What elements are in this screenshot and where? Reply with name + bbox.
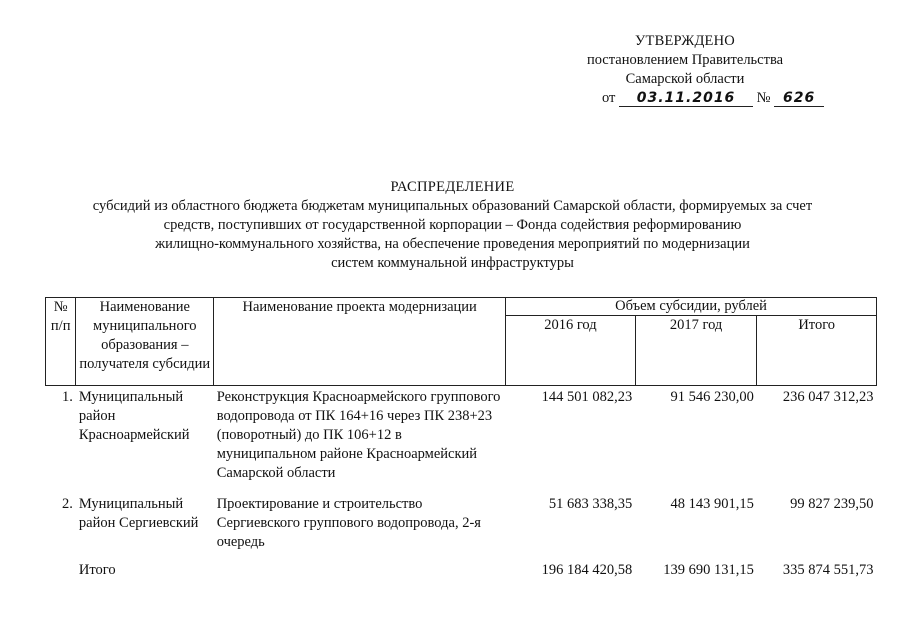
row-municipality: Муниципальный район Сергиевский — [78, 496, 199, 531]
approved-by-line: постановлением Правительства — [586, 52, 784, 68]
row-total: 99 827 239,50 — [790, 496, 874, 512]
number-label: № — [756, 90, 771, 106]
header-year-2017: 2017 год — [635, 316, 757, 386]
row-num: 1. — [62, 389, 73, 405]
header-amount-group: Объем субсидии, рублей — [506, 298, 877, 316]
header-project: Наименование проекта модернизации — [214, 298, 506, 386]
header-total: Итого — [757, 316, 877, 386]
approval-date: 03.11.2016 — [619, 91, 753, 107]
row-year-2016: 144 501 082,23 — [541, 389, 633, 405]
row-total: 236 047 312,23 — [782, 389, 874, 405]
row-year-2017: 48 143 901,15 — [670, 496, 754, 512]
total-label: Итого — [78, 562, 116, 578]
total-row — [46, 561, 877, 580]
header-municipality: Наименование муниципального образования – получателя субсидии — [76, 298, 214, 386]
title-heading: РАСПРЕДЕЛЕНИЕ — [390, 179, 515, 195]
row-year-2017: 91 546 230,00 — [670, 389, 754, 405]
from-label: от — [602, 90, 616, 106]
row-year-2016: 51 683 338,35 — [548, 496, 633, 512]
title-line-1: субсидий из областного бюджета бюджетам муниципальных образований Самарской области, формируемых за счет — [92, 198, 813, 214]
header-year-2016: 2016 год — [506, 316, 636, 386]
total-year-2017: 139 690 131,15 — [663, 562, 754, 578]
approval-date-line — [602, 89, 816, 108]
approval-stamp — [560, 32, 816, 108]
row-project: Проектирование и строительство Сергиевского группового водопровода, 2-я очередь — [216, 496, 481, 550]
total-sum: 335 874 551,73 — [782, 562, 874, 578]
header-num: № п/п — [46, 298, 76, 386]
row-project: Реконструкция Красноармейского группового водопровода от ПК 164+16 через ПК 238+23 (поворотный) до ПК 106+12 в муниципальном районе Красноармейский Самарской области — [216, 389, 501, 481]
total-year-2016: 196 184 420,58 — [541, 562, 633, 578]
table-row — [46, 495, 877, 561]
title-line-2: средств, поступивших от государственной корпорации – Фонда содействия реформированию — [163, 217, 742, 233]
approved-heading: УТВЕРЖДЕНО — [635, 33, 735, 49]
approval-number: 626 — [774, 91, 824, 107]
title-line-4: систем коммунальной инфраструктуры — [331, 255, 574, 271]
row-municipality: Муниципальный район Красноармейский — [78, 389, 190, 443]
table-row — [46, 386, 877, 496]
subsidy-table — [45, 297, 877, 580]
row-num: 2. — [62, 496, 73, 512]
document-title — [40, 178, 865, 273]
title-line-3: жилищно-коммунального хозяйства, на обеспечение проведения мероприятий по модернизации — [155, 236, 750, 252]
approved-region-line: Самарской области — [625, 71, 745, 87]
